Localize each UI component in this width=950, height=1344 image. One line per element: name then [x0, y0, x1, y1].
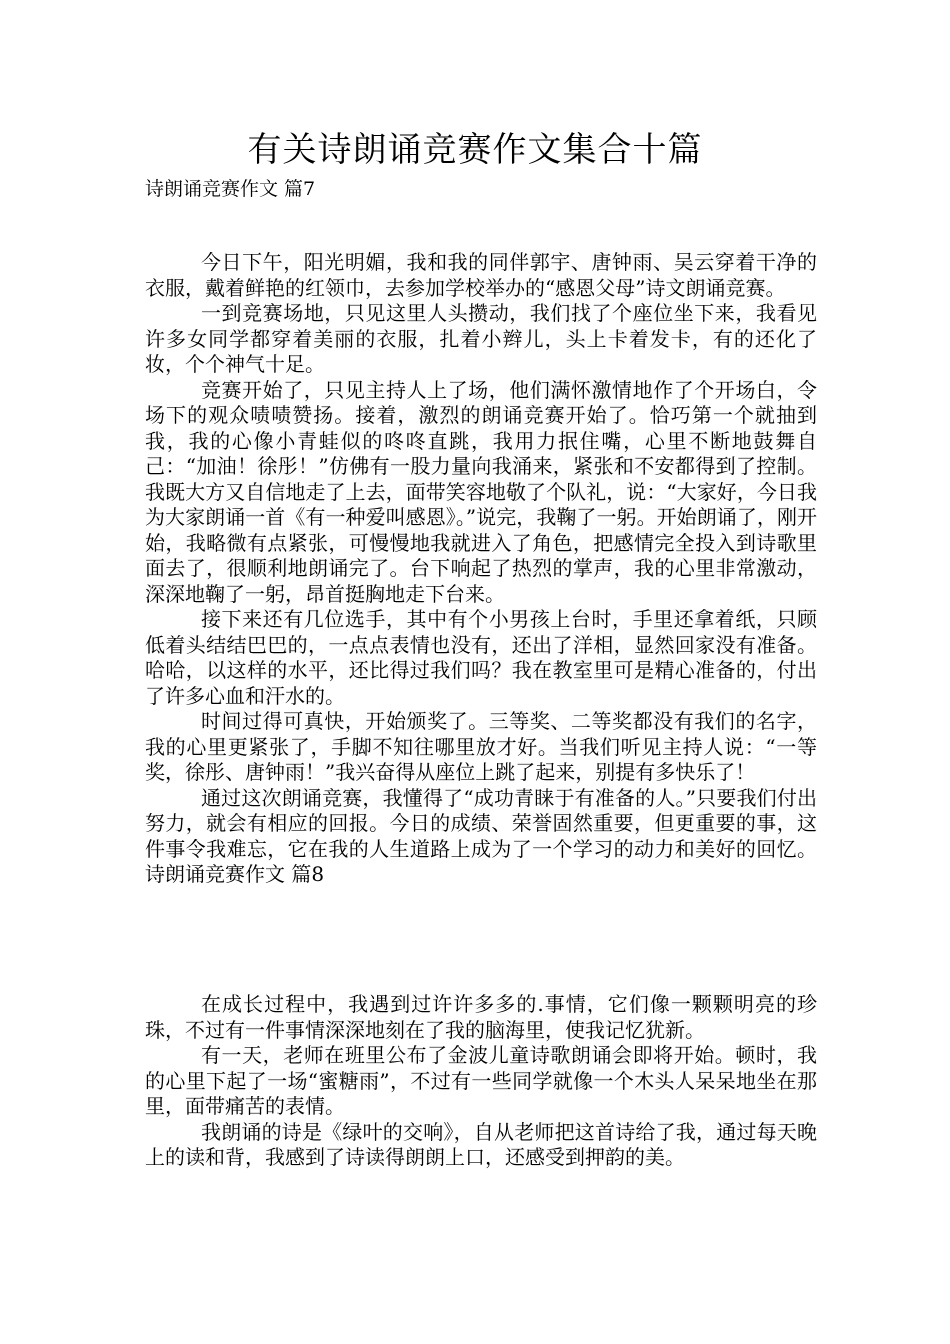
- paragraph: 竞赛开始了，只见主持人上了场，他们满怀激情地作了个开场白，令场下的观众啧啧赞扬。接着，激烈的朗诵竞赛开始了。恰巧第一个就抽到我，我的心像小青蛙似的咚咚直跳，我用力抿住嘴，心里不断地鼓舞自己：“加油！徐彤！”仿佛有一股力量向我涌来，紧张和不安都得到了控制。我既大方又自信地走了上去，面带笑容地敬了个队礼，说：“大家好，今日我为大家朗诵一首《有一种爱叫感恩》。”说完，我鞠了一躬。开始朗诵了，刚开始，我略微有点紧张，可慢慢地我就进入了角色，把感情完全投入到诗歌里面去了，很顺利地朗诵完了。台下响起了热烈的掌声，我的心里非常激动，深深地鞠了一躬，昂首挺胸地走下台来。: [145, 377, 817, 606]
- section-heading-7: 诗朗诵竞赛作文 篇7: [145, 178, 316, 200]
- paragraph: 一到竞赛场地，只见这里人头攒动，我们找了个座位坐下来，我看见许多女同学都穿着美丽的衣服，扎着小辫儿，头上卡着发卡，有的还化了妆，个个神气十足。: [145, 301, 817, 376]
- paragraph: 我朗诵的诗是《绿叶的交响》，自从老师把这首诗给了我，通过每天晚上的读和背，我感到了诗读得朗朗上口，还感受到押韵的美。: [145, 1119, 817, 1169]
- paragraph: 今日下午，阳光明媚，我和我的同伴郭宇、唐钟雨、吴云穿着干净的衣服，戴着鲜艳的红领巾，去参加学校举办的“感恩父母”诗文朗诵竞赛。: [145, 250, 817, 300]
- paragraph: 有一天，老师在班里公布了金波儿童诗歌朗诵会即将开始。顿时，我的心里下起了一场“蜜糖雨”，不过有一些同学就像一个木头人呆呆地坐在那里，面带痛苦的表情。: [145, 1043, 817, 1118]
- paragraph: 在成长过程中，我遇到过许许多多的.事情，它们像一颗颗明亮的珍珠，不过有一件事情深深地刻在了我的脑海里，使我记忆犹新。: [145, 992, 817, 1042]
- paragraph: 接下来还有几位选手，其中有个小男孩上台时，手里还拿着纸，只顾低着头结结巴巴的，一点点表情也没有，还出了洋相，显然回家没有准备。哈哈，以这样的水平，还比得过我们吗？我在教室里可是精心准备的，付出了许多心血和汗水的。: [145, 607, 817, 708]
- paragraph-text: 通过这次朗诵竞赛，我懂得了“成功青睐于有准备的人。”只要我们付出努力，就会有相应的回报。今日的成绩、荣誉固然重要，但更重要的事，这件事令我难忘，它在我的人生道路上成为了一个学习的动力和美好的回忆。: [145, 785, 817, 861]
- section-heading-8: 诗朗诵竞赛作文 篇8: [145, 862, 325, 886]
- paragraph: 时间过得可真快，开始颁奖了。三等奖、二等奖都没有我们的名字，我的心里更紧张了，手脚不知往哪里放才好。当我们听见主持人说：“一等奖，徐彤、唐钟雨！”我兴奋得从座位上跳了起来，别提有多快乐了！: [145, 709, 817, 784]
- section-8-body: [145, 992, 817, 1171]
- section-7-body: [145, 250, 817, 888]
- document-title: 有关诗朗诵竞赛作文集合十篇: [247, 130, 703, 170]
- paragraph-with-inline-heading: [145, 786, 817, 888]
